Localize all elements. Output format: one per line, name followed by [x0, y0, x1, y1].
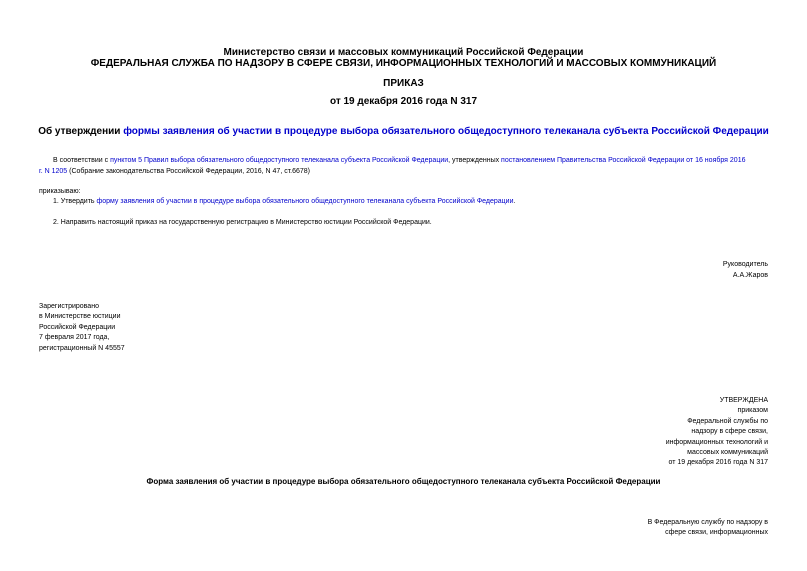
approval-line: УТВЕРЖДЕНА	[719, 397, 768, 404]
doc-date-number: от 19 декабря 2016 года N 317	[329, 96, 478, 107]
registration-line: в Министерстве юстиции	[39, 313, 121, 321]
signature-role: Руководитель	[722, 261, 768, 268]
order-item-1	[53, 197, 515, 207]
registration-line: Зарегистрировано	[39, 303, 99, 310]
doc-type: ПРИКАЗ	[383, 78, 424, 89]
approval-line: информационных технологий и	[665, 438, 768, 446]
approval-line: от 19 декабря 2016 года N 317	[668, 459, 768, 467]
approval-line: надзору в сфере связи,	[691, 428, 768, 436]
registration-line: Российской Федерации	[39, 323, 116, 331]
doc-title-link[interactable]: формы заявления об участии в процедуре выбора обязательного общедоступного телеканала субъекта Российской Федерации	[123, 126, 769, 137]
signature-name: А.А.Жаров	[732, 272, 768, 279]
addressee-line: В Федеральную службу по надзору в	[647, 519, 768, 526]
preamble-line-1	[53, 156, 746, 166]
service-name: ФЕДЕРАЛЬНАЯ СЛУЖБА ПО НАДЗОРУ В СФЕРЕ СВЯЗИ, ИНФОРМАЦИОННЫХ ТЕХНОЛОГИЙ И МАССОВЫХ КОММУНИКАЦИЙ	[90, 58, 717, 69]
preamble-line-2	[39, 167, 310, 177]
registration-block	[39, 302, 125, 354]
doc-title-prefix: Об утверждении	[38, 126, 124, 137]
form-title: Форма заявления об участии в процедуре выбора обязательного общедоступного телеканала субъекта Российской Федерации	[146, 477, 661, 486]
order-item-1-prefix: 1. Утвердить	[53, 198, 97, 205]
resolution-link[interactable]: постановлением Правительства Российской Федерации от 16 ноября 2016	[501, 157, 746, 164]
preamble-text-3: (Собрание законодательства Российской Федерации, 2016, N 47, ст.6678)	[67, 168, 310, 175]
approval-line: массовых коммуникаций	[687, 449, 768, 457]
addressee-block	[648, 518, 768, 539]
order-item-2: 2. Направить настоящий приказ на государственную регистрацию в Министерство юстиции Российской Федерации.	[53, 219, 432, 226]
registration-line: регистрационный N 45557	[39, 344, 125, 352]
resolution-link-continued[interactable]: г. N 1205	[39, 168, 68, 175]
approval-block	[666, 396, 768, 469]
rule-link[interactable]: пунктом 5 Правил выбора обязательного общедоступного телеканала субъекта Российской Федерации	[110, 157, 449, 164]
approval-line: приказом	[737, 407, 768, 415]
addressee-line: сфере связи, информационных	[665, 529, 768, 537]
registration-line: 7 февраля 2017 года,	[39, 334, 110, 342]
preamble-text-2: , утвержденных	[448, 157, 502, 164]
order-item-1-suffix: .	[513, 198, 516, 205]
form-link[interactable]: форму заявления об участии в процедуре выбора обязательного общедоступного телеканала субъекта Российской Федерации	[96, 198, 514, 205]
order-lead: приказываю:	[39, 188, 81, 195]
approval-line: Федеральной службы по	[687, 417, 768, 425]
doc-title	[0, 126, 807, 137]
ministry-name: Министерство связи и массовых коммуникаций Российской Федерации	[223, 47, 584, 58]
preamble-text-1: В соответствии с	[53, 157, 111, 164]
